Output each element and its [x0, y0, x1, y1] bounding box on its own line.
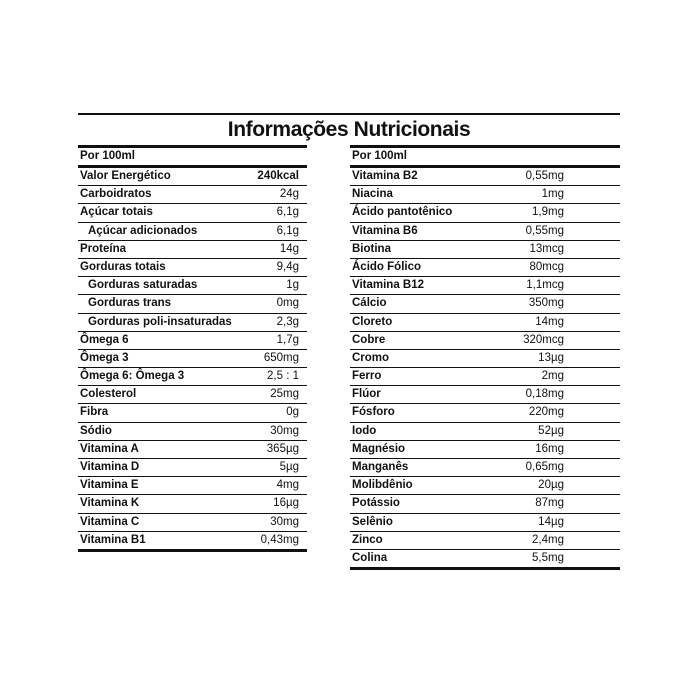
row-value: 20µg — [538, 479, 564, 492]
table-row — [350, 386, 620, 404]
row-value: 30mg — [270, 515, 299, 528]
row-label: Molibdênio — [352, 479, 413, 492]
row-value: 0,43mg — [260, 533, 299, 546]
row-value: 1,7g — [276, 333, 299, 346]
row-label: Fósforo — [352, 406, 395, 419]
row-value: 6,1g — [276, 224, 299, 237]
table-row — [78, 495, 307, 513]
row-value: 0,65mg — [525, 461, 564, 473]
row-value: 240kcal — [257, 170, 299, 182]
table-row — [350, 423, 620, 441]
row-label: Ômega 6: Ômega 3 — [80, 370, 185, 383]
row-value: 0,55mg — [525, 224, 564, 237]
row-label: Vitamina C — [80, 515, 140, 528]
row-value: 87mg — [535, 497, 564, 510]
table-row — [78, 423, 307, 441]
row-value: 1mg — [541, 188, 564, 201]
table-row — [350, 532, 620, 550]
row-value: 2mg — [541, 370, 564, 383]
table-row — [350, 495, 620, 513]
row-value: 0g — [286, 406, 299, 419]
row-label: Magnésio — [352, 442, 406, 455]
row-label: Potássio — [352, 497, 400, 510]
row-label: Biotina — [352, 242, 391, 255]
table-row — [78, 459, 307, 477]
table-row — [350, 459, 620, 477]
row-value: 14g — [279, 242, 299, 255]
table-row — [78, 532, 307, 552]
row-value: 80mcg — [529, 260, 564, 273]
row-label: Vitamina A — [80, 442, 139, 455]
row-label: Colina — [352, 551, 388, 564]
row-value: 4mg — [276, 479, 299, 492]
row-label: Gorduras saturadas — [88, 279, 198, 292]
left-header: Por 100ml — [78, 148, 307, 168]
table-row — [350, 241, 620, 259]
table-row — [78, 368, 307, 386]
row-value: 52µg — [538, 424, 564, 437]
row-label: Colesterol — [80, 388, 137, 401]
row-label: Vitamina B6 — [352, 224, 418, 237]
row-label: Açúcar totais — [80, 206, 153, 219]
table-row — [350, 514, 620, 532]
table-row — [78, 332, 307, 350]
row-label: Gorduras trans — [88, 297, 172, 310]
row-label: Cloreto — [352, 315, 393, 328]
row-label: Zinco — [352, 533, 383, 546]
row-value: 1,9mg — [532, 206, 564, 219]
row-label: Flúor — [352, 388, 381, 401]
table-row — [350, 350, 620, 368]
row-label: Fibra — [80, 406, 109, 419]
row-label: Cobre — [352, 333, 386, 346]
row-value: 16mg — [535, 442, 564, 455]
table-row — [78, 514, 307, 532]
table-row — [350, 441, 620, 459]
table-row — [350, 168, 620, 186]
table-row — [350, 223, 620, 241]
table-row — [78, 350, 307, 368]
table-row — [78, 168, 307, 186]
row-label: Vitamina B2 — [352, 170, 418, 182]
table-row — [350, 295, 620, 313]
row-label: Proteína — [80, 242, 127, 255]
table-row — [78, 295, 307, 313]
table-row — [350, 404, 620, 422]
row-label: Vitamina D — [80, 461, 140, 473]
top-rule — [78, 113, 620, 115]
row-label: Cromo — [352, 351, 390, 364]
table-row — [78, 477, 307, 495]
row-value: 6,1g — [276, 206, 299, 219]
row-label: Selênio — [352, 515, 393, 528]
row-value: 24g — [279, 188, 299, 201]
table-row — [350, 368, 620, 386]
row-value: 30mg — [270, 424, 299, 437]
row-label: Vitamina B12 — [352, 279, 425, 292]
row-label: Manganês — [352, 461, 409, 473]
row-label: Cálcio — [352, 297, 387, 310]
row-value: 13mcg — [529, 242, 564, 255]
row-value: 2,3g — [276, 315, 299, 328]
table-row — [78, 223, 307, 241]
row-value: 16µg — [273, 497, 299, 510]
panel-title: Informações Nutricionais — [227, 118, 471, 141]
row-label: Ômega 6 — [80, 333, 129, 346]
row-value: 2,4mg — [532, 533, 564, 546]
row-value: 5,5mg — [532, 551, 564, 564]
row-value: 9,4g — [276, 260, 299, 273]
row-label: Ômega 3 — [80, 351, 129, 364]
table-row — [78, 386, 307, 404]
table-row — [350, 314, 620, 332]
table-row — [78, 241, 307, 259]
table-row — [78, 186, 307, 204]
row-label: Vitamina K — [80, 497, 140, 510]
row-value: 0,18mg — [525, 388, 564, 401]
row-label: Ácido pantotênico — [352, 206, 453, 219]
row-label: Vitamina B1 — [80, 533, 146, 546]
row-value: 650mg — [263, 351, 299, 364]
row-value: 350mg — [528, 297, 564, 310]
row-label: Niacina — [352, 188, 393, 201]
table-row — [350, 332, 620, 350]
row-label: Valor Energético — [80, 170, 171, 182]
row-label: Carboidratos — [80, 188, 152, 201]
table-row — [78, 441, 307, 459]
row-value: 320mcg — [523, 333, 564, 346]
row-label: Ferro — [352, 370, 382, 383]
row-value: 220mg — [528, 406, 564, 419]
table-row — [78, 259, 307, 277]
right-header: Por 100ml — [350, 148, 620, 168]
row-label: Ácido Fólico — [352, 260, 421, 273]
row-value: 0mg — [276, 297, 299, 310]
table-row — [350, 550, 620, 570]
table-row — [78, 404, 307, 422]
table-row — [350, 277, 620, 295]
table-row — [350, 259, 620, 277]
row-value: 0,55mg — [525, 170, 564, 182]
row-value: 2,5 : 1 — [267, 370, 299, 383]
left-column — [78, 145, 307, 552]
row-value: 13µg — [538, 351, 564, 364]
row-label: Vitamina E — [80, 479, 139, 492]
table-row — [78, 314, 307, 332]
table-row — [78, 204, 307, 222]
table-row — [350, 477, 620, 495]
row-value: 365µg — [266, 442, 299, 455]
row-value: 25mg — [270, 388, 299, 401]
table-row — [350, 186, 620, 204]
right-column — [350, 145, 620, 570]
row-label: Açúcar adicionados — [88, 224, 198, 237]
row-value: 5µg — [279, 461, 299, 473]
row-value: 1,1mcg — [526, 279, 564, 292]
row-label: Gorduras poli-insaturadas — [88, 315, 232, 328]
row-label: Sódio — [80, 424, 112, 437]
row-value: 14µg — [538, 515, 564, 528]
table-row — [350, 204, 620, 222]
row-label: Gorduras totais — [80, 260, 166, 273]
row-value: 14mg — [535, 315, 564, 328]
table-row — [78, 277, 307, 295]
row-value: 1g — [286, 279, 299, 292]
row-label: Iodo — [352, 424, 377, 437]
